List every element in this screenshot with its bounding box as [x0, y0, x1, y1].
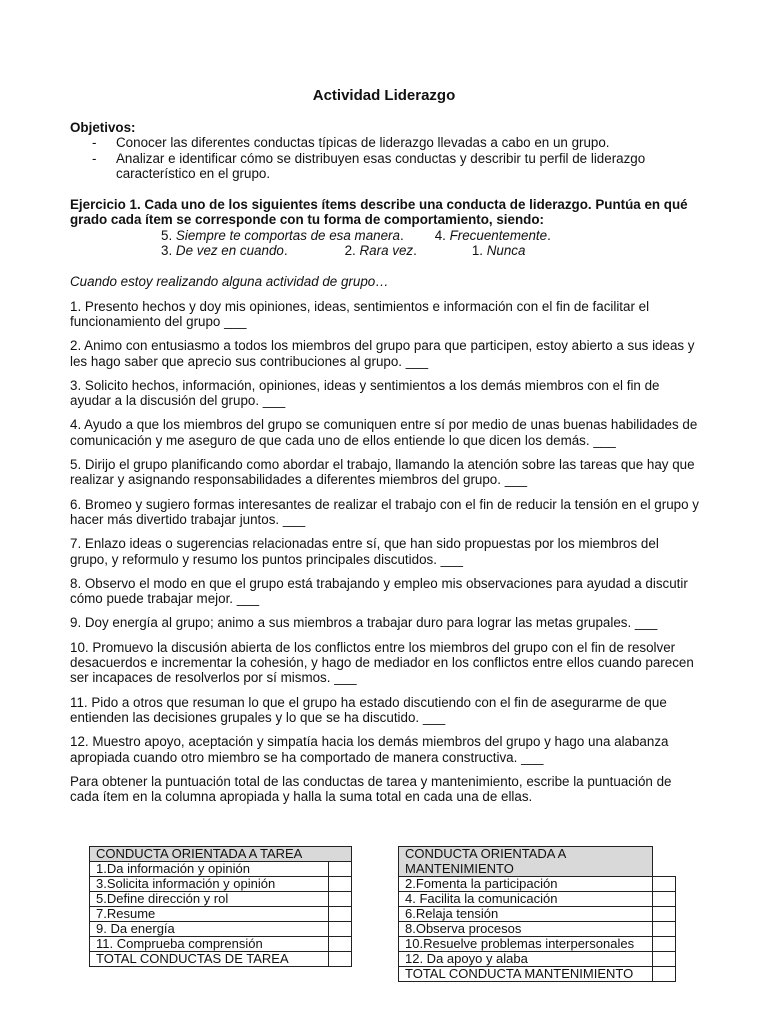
table-row: [399, 877, 676, 892]
score-input-cell[interactable]: [653, 907, 676, 922]
table-row-label: TOTAL CONDUCTA MANTENIMIENTO: [399, 967, 653, 982]
scale-number: 3.: [161, 243, 173, 259]
score-input-cell[interactable]: [329, 892, 352, 907]
dash-bullet: -: [92, 135, 97, 151]
questionnaire-item: 3. Solicito hechos, información, opiniones, ideas y sentimientos a los demás miembros con el fin de ayudar a la discusión del grupo. ___: [70, 377, 660, 409]
questionnaire-item: 5. Dirijo el grupo planificando como abordar el trabajo, llamando la atención sobre las tareas que hay que realizar y asignando responsabilidades a diferentes miembros del grupo. ___: [70, 457, 695, 488]
maintenance-behavior-table: [398, 846, 676, 982]
score-input-cell[interactable]: [329, 907, 352, 922]
table-row: [399, 892, 676, 907]
score-input-cell[interactable]: [653, 952, 676, 967]
scale-text: Siempre te comportas de esa manera: [175, 227, 400, 243]
table-header-row: [399, 847, 676, 877]
total-input-cell[interactable]: [329, 952, 352, 967]
questionnaire-item: 10. Promuevo la discusión abierta de los conflictos entre los miembros del grupo con el fin de resolver desacuerdos e incrementar la cohesión, y hago de mediador en los conflictos entre ellos cuando parecen ser incapaces de resolverlos por sí mismos. ___: [70, 639, 694, 686]
table-row: [399, 937, 676, 952]
intro-line: Cuando estoy realizando alguna actividad de grupo…: [70, 274, 389, 290]
table-row: [399, 952, 676, 967]
scale-number: 2.: [344, 243, 356, 259]
score-input-cell[interactable]: [653, 922, 676, 937]
scale-text: Rara vez: [359, 243, 414, 259]
table-header: CONDUCTA ORIENTADA A MANTENIMIENTO: [399, 847, 653, 877]
table-row-label: 6.Relaja tensión: [399, 907, 653, 922]
score-tables: [89, 846, 692, 986]
table-row: [90, 862, 352, 877]
scale-number: 1.: [471, 243, 483, 259]
task-behavior-table: [89, 846, 352, 967]
document-body: [70, 120, 700, 804]
table-header-row: [90, 847, 352, 862]
table-header-spacer: [653, 847, 676, 877]
objective-item: [70, 151, 700, 182]
table-row: [90, 892, 352, 907]
questionnaire-item: 2. Animo con entusiasmo a todos los miembros del grupo para que participen, estoy abierto a sus ideas y les hago saber que aprecio sus contribuciones al grupo. ___: [70, 338, 695, 369]
table-row: [399, 907, 676, 922]
dash-bullet: -: [92, 150, 97, 166]
table-total-row: [90, 952, 352, 967]
score-input-cell[interactable]: [653, 937, 676, 952]
score-input-cell[interactable]: [329, 862, 352, 877]
closing-instructions: Para obtener la puntuación total de las conductas de tarea y mantenimiento, escribe la puntuación de cada ítem en la columna apropiada y halla la suma total en cada una de ellas.: [70, 773, 672, 805]
score-input-cell[interactable]: [329, 922, 352, 937]
table-row-label: 12. Da apoyo y alaba: [399, 952, 653, 967]
questionnaire-item: 7. Enlazo ideas o sugerencias relacionadas entre sí, que han sido propuestas por los miembros del grupo, y reformulo y resumo los puntos principales discutidos. ___: [70, 536, 659, 567]
scale-number: 5.: [161, 227, 173, 243]
table-row-label: 11. Comprueba comprensión: [90, 937, 329, 952]
objective-text: Analizar e identificar cómo se distribuyen esas conductas y describir tu perfil de liderazgo característico en el grupo.: [116, 150, 646, 181]
scale-text: Frecuentemente: [449, 227, 548, 243]
table-row-label: 4. Facilita la comunicación: [399, 892, 653, 907]
questionnaire-item: 6. Bromeo y sugiero formas interesantes de realizar el trabajo con el fin de reducir la tensión en el grupo y hacer más divertido trabajar juntos. ___: [70, 496, 699, 527]
table-header: CONDUCTA ORIENTADA A TAREA: [90, 847, 352, 862]
scale-text: De vez en cuando: [175, 243, 284, 259]
table-row-label: 7.Resume: [90, 907, 329, 922]
objectives-list: [70, 135, 700, 181]
table-row-label: TOTAL CONDUCTAS DE TAREA: [90, 952, 329, 967]
score-input-cell[interactable]: [653, 877, 676, 892]
questionnaire-item: 8. Observo el modo en que el grupo está trabajando y empleo mis observaciones para ayudad a discutir cómo puede trabajar mejor. ___: [70, 575, 688, 607]
table-row: [90, 922, 352, 937]
questionnaire-item: 12. Muestro apoyo, aceptación y simpatía hacia los demás miembros del grupo y hago una alabanza apropiada cuando otro miembro se ha comportado de manera constructiva. ___: [70, 734, 669, 765]
objectives-heading: Objetivos:: [70, 120, 136, 135]
questionnaire-item: 1. Presento hechos y doy mis opiniones, ideas, sentimientos e información con el fin de facilitar el funcionamiento del grupo ___: [70, 298, 650, 329]
total-input-cell[interactable]: [653, 967, 676, 982]
score-input-cell[interactable]: [329, 877, 352, 892]
score-input-cell[interactable]: [329, 937, 352, 952]
table-row-label: 1.Da información y opinión: [90, 862, 329, 877]
questionnaire-item: 11. Pido a otros que resuman lo que el grupo ha estado discutiendo con el fin de asegurarme de que entienden las decisiones grupales y lo que se ha discutido. ___: [70, 694, 667, 725]
table-row-label: 3.Solicita información y opinión: [90, 877, 329, 892]
table-row-label: 5.Define dirección y rol: [90, 892, 329, 907]
questionnaire-item: 9. Doy energía al grupo; animo a sus miembros a trabajar duro para lograr las metas grupales. ___: [70, 615, 658, 631]
scale-text: Nunca: [486, 243, 526, 259]
table-row: [90, 877, 352, 892]
scale-number: 4.: [434, 227, 446, 243]
objective-item: [70, 135, 700, 150]
questionnaire-item: 4. Ayudo a que los miembros del grupo se comuniquen entre sí por medio de unas buenas habilidades de comunicación y me aseguro de que cada uno de ellos entiende lo que dicen los demás. ___: [70, 417, 698, 448]
table-row: [399, 922, 676, 937]
scale-row-2: 3. De vez en cuando. 2. Rara vez. 1. Nunca: [161, 243, 526, 259]
table-row: [90, 937, 352, 952]
objective-text: Conocer las diferentes conductas típicas de liderazgo llevadas a cabo en un grupo.: [116, 135, 610, 151]
score-input-cell[interactable]: [653, 892, 676, 907]
table-total-row: [399, 967, 676, 982]
scale-row-1: 5. Siempre te comportas de esa manera. 4. Frecuentemente.: [161, 227, 551, 243]
table-row: [90, 907, 352, 922]
exercise-statement: Ejercicio 1. Cada uno de los siguientes ítems describe una conducta de liderazgo. Puntúa en qué grado cada ítem se corresponde con tu forma de comportamiento, siendo:: [70, 197, 688, 228]
table-row-label: 2.Fomenta la participación: [399, 877, 653, 892]
table-row-label: 8.Observa procesos: [399, 922, 653, 937]
table-row-label: 9. Da energía: [90, 922, 329, 937]
page-title: Actividad Liderazgo: [312, 87, 456, 104]
table-row-label: 10.Resuelve problemas interpersonales: [399, 937, 653, 952]
